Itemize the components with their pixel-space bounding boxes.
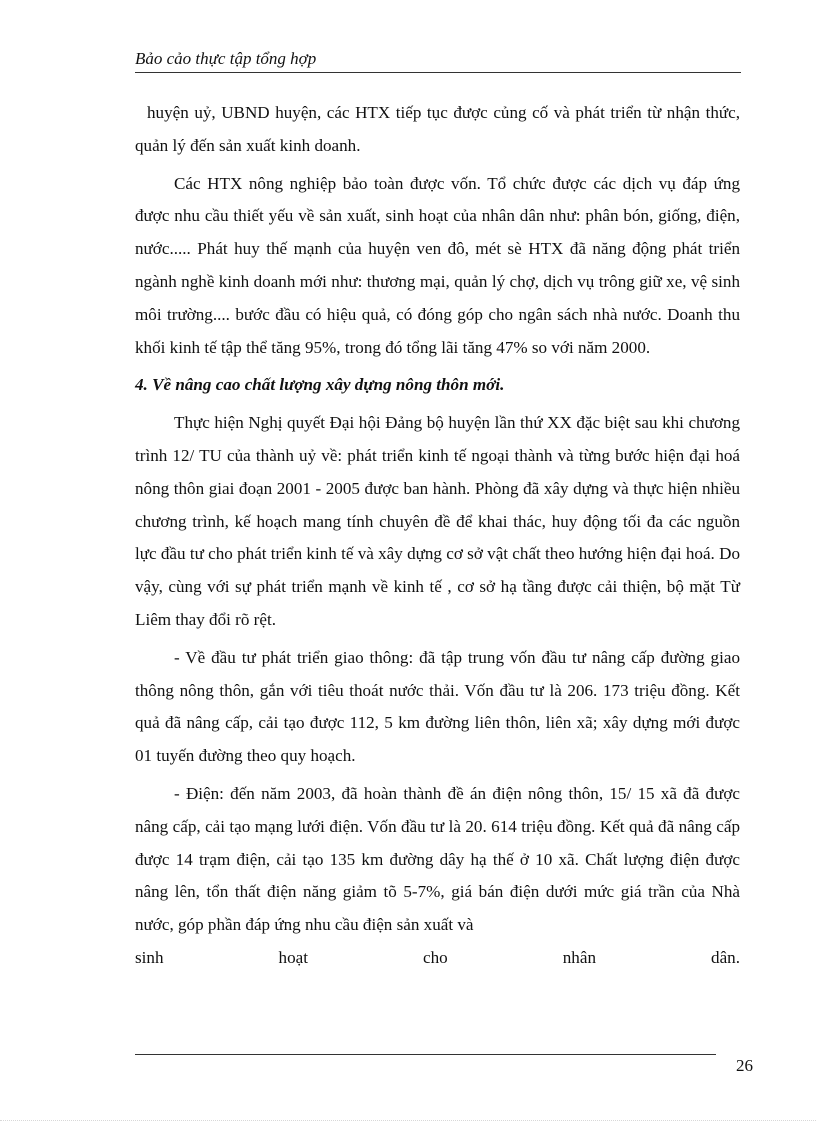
page-number: 26 <box>736 1056 753 1075</box>
section-heading-rural-construction: 4. Về nâng cao chất lượng xây dựng nông thôn mới. <box>135 375 505 395</box>
running-header: Bảo cảo thực tập tổng hợp <box>135 48 741 73</box>
paragraph-htx-capital: Các HTX nông nghiệp bảo toàn được vốn. Tổ chức được các dịch vụ đáp ứng được nhu cầu thiết yếu về sản xuất, sinh hoạt của nhân dân như: phân bón, giống, điện, nước..... Phát huy thế mạnh của huyện ven đô, mét sè HTX đã năng động phát triển ngành nghề kinh doanh mới như: thương mại, quản lý chợ, dịch vụ trông giữ xe, vệ sinh môi trường.... bước đầu có hiệu quả, có đóng góp cho ngân sách nhà nước. Doanh thu khối kinh tế tập thể tăng 95%, trong đó tổng lãi tăng 47% so với năm 2000. <box>135 173 740 357</box>
footer-rule <box>135 1054 716 1055</box>
paragraph-resolution: Thực hiện Nghị quyết Đại hội Đảng bộ huyện lần thứ XX đặc biệt sau khi chương trình 12/ TU của thành uỷ về: phát triển kinh tế ngoại thành và từng bước hiện đại hoá nông thôn giai đoạn 2001 - 2005 được ban hành. Phòng đã xây dựng và thực hiện nhiều chương trình, kế hoạch mang tính chuyên đề để khai thác, huy động tối đa các nguồn lực đầu tư cho phát triển kinh tế và xây dựng cơ sở vật chất theo hướng hiện đại hoá. Do vậy, cùng với sự phát triển mạnh về kinh tế , cơ sở hạ tầng được cải thiện, bộ mặt Từ Liêm thay đổi rõ rệt. <box>135 413 740 629</box>
paragraph-transport: - Về đầu tư phát triển giao thông: đã tập trung vốn đầu tư nâng cấp đường giao thông nông thôn, gắn với tiêu thoát nước thải. Vốn đầu tư là 206. 173 triệu đồng. Kết quả đã nâng cấp, cải tạo được 112, 5 km đường liên thôn, liên xã; xây dựng mới được 01 tuyến đường theo quy hoạch. <box>135 647 740 766</box>
paragraph-electricity-last-line: sinh hoạt cho nhân dân. <box>135 947 740 967</box>
paragraph-htx-continuation: huyện uỷ, UBND huyện, các HTX tiếp tục được củng cố và phát triển từ nhận thức, quản lý đến sản xuất kinh doanh. <box>135 103 740 155</box>
paragraph-electricity: - Điện: đến năm 2003, đã hoàn thành đề án điện nông thôn, 15/ 15 xã đã được nâng cấp, cải tạo mạng lưới điện. Vốn đầu tư là 20. 614 triệu đồng. Kết quả đã nâng cấp được 14 trạm điện, cải tạo 135 km đường dây hạ thế ở 10 xã. Chất lượng điện được nâng lên, tổn thất điện năng giảm tõ 5-7%, giá bán điện dưới mức giá trần của Nhà nước, góp phần đáp ứng nhu cầu điện sản xuất và <box>135 783 740 935</box>
page-edge-divider <box>0 1120 816 1121</box>
page-body <box>135 97 740 980</box>
